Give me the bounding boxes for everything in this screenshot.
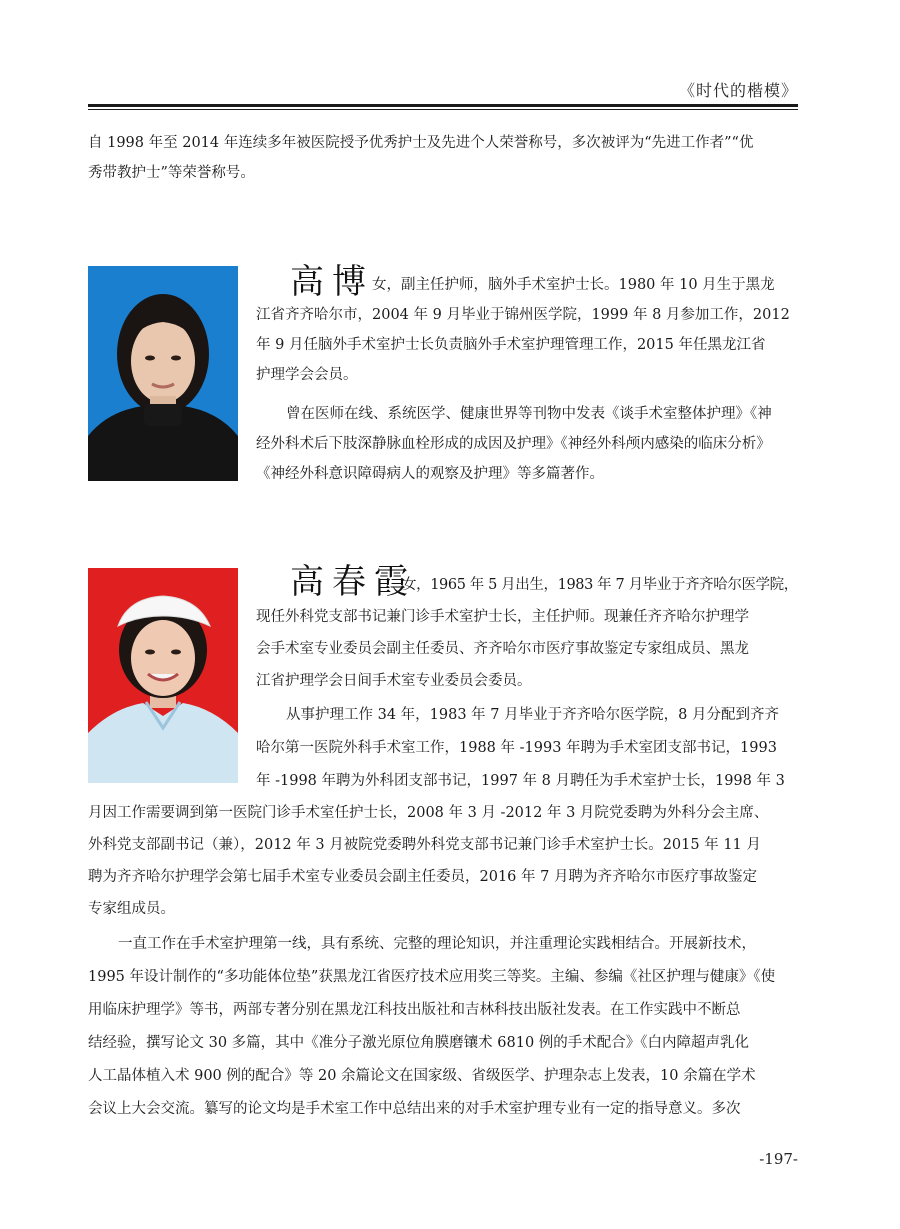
body-line-8: 结经验，撰写论文 30 多篇，其中《准分子激光原位角膜磨镶术 6810 例的手术配合》《白内障超声乳化 — [88, 1035, 750, 1051]
person1-line-6: 经外科术后下肢深静脉血栓形成的成因及护理》《神经外科颅内感染的临床分析》 — [256, 436, 771, 452]
person2-line-7: 年 -1998 年聘为外科团支部书记，1997 年 8 月聘任为手术室护士长，1998 年 3 — [256, 773, 785, 789]
page-number: -197- — [759, 1150, 798, 1168]
body-line-9: 人工晶体植入术 900 例的配合》等 20 余篇论文在国家级、省级医学、护理杂志上发表，10 余篇在学术 — [88, 1068, 756, 1084]
person2-line-1: 女，1965 年 5 月出生，1983 年 7 月毕业于齐齐哈尔医学院， — [402, 577, 798, 593]
portrait-photo-gao-bo — [88, 266, 238, 481]
running-header-title: 《时代的楷模》 — [678, 81, 798, 100]
intro-line-2: 秀带教护士”等荣誉称号。 — [88, 165, 255, 181]
body-line-6: 1995 年设计制作的“多功能体位垫”获黑龙江省医疗技术应用奖三等奖。主编、参编《社区护理与健康》《使 — [88, 969, 776, 985]
person2-line-5: 从事护理工作 34 年，1983 年 7 月毕业于齐齐哈尔医学院，8 月分配到齐齐 — [286, 707, 779, 723]
body-line-10: 会议上大会交流。纂写的论文均是手术室工作中总结出来的对手术室护理专业有一定的指导意义。多次 — [88, 1101, 741, 1117]
person1-line-5: 曾在医师在线、系统医学、健康世界等刊物中发表《谈手术室整体护理》《神 — [286, 406, 772, 422]
person2-line-2: 现任外科党支部书记兼门诊手术室护士长，主任护师。现兼任齐齐哈尔护理学 — [256, 609, 749, 625]
person1-line-3: 年 9 月任脑外手术室护士长负责脑外手术室护理管理工作，2015 年任黑龙江省 — [256, 337, 766, 353]
person-name-gao-bo: 高博 — [290, 262, 374, 302]
person-name-gao-chunxia: 高春霞 — [290, 562, 416, 602]
header-rule-thin — [88, 109, 798, 110]
portrait-photo-gao-chunxia — [88, 568, 238, 783]
body-line-5: 一直工作在手术室护理第一线，具有系统、完整的理论知识，并注重理论实践相结合。开展新技术， — [118, 936, 756, 952]
body-line-2: 外科党支部副书记（兼），2012 年 3 月被院党委聘外科党支部书记兼门诊手术室护士长。2015 年 11 月 — [88, 837, 761, 853]
header-rule-thick — [88, 104, 798, 107]
person2-line-3: 会手术室专业委员会副主任委员、齐齐哈尔市医疗事故鉴定专家组成员、黑龙 — [256, 641, 749, 657]
intro-line-1: 自 1998 年至 2014 年连续多年被医院授予优秀护士及先进个人荣誉称号，多次被评为“先进工作者”“优 — [88, 135, 754, 151]
person1-line-7: 《神经外科意识障碍病人的观察及护理》等多篇著作。 — [256, 466, 604, 482]
body-line-1: 月因工作需要调到第一医院门诊手术室任护士长，2008 年 3 月 -2012 年 3 月院党委聘为外科分会主席、 — [88, 805, 769, 821]
body-line-4: 专家组成员。 — [88, 901, 175, 917]
person1-line-4: 护理学会会员。 — [256, 367, 358, 383]
person2-line-6: 哈尔第一医院外科手术室工作，1988 年 -1993 年聘为手术室团支部书记，1993 — [256, 740, 777, 756]
person1-line-1: 女，副主任护师，脑外手术室护士长。1980 年 10 月生于黑龙 — [372, 277, 775, 293]
body-line-7: 用临床护理学》等书，两部专著分别在黑龙江科技出版社和吉林科技出版社发表。在工作实践中不断总 — [88, 1002, 741, 1018]
person1-line-2: 江省齐齐哈尔市，2004 年 9 月毕业于锦州医学院，1999 年 8 月参加工作，2012 — [256, 307, 790, 323]
body-line-3: 聘为齐齐哈尔护理学会第七届手术室专业委员会副主任委员，2016 年 7 月聘为齐齐哈尔市医疗事故鉴定 — [88, 869, 757, 885]
person2-line-4: 江省护理学会日间手术室专业委员会委员。 — [256, 673, 532, 689]
